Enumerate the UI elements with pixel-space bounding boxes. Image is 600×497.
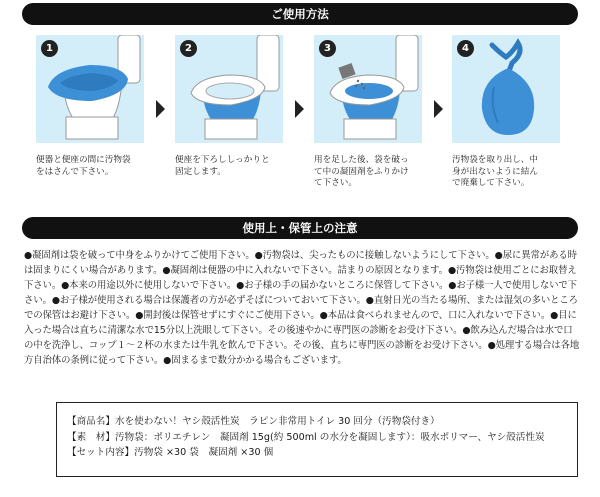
usage-heading: ご使用方法 [22,3,578,25]
spec-product-name: 【商品名】水を使わない！ヤシ殻活性炭 ラピン非常用トイレ 30 回分（汚物袋付き） [67,416,440,427]
step-3 [314,35,422,190]
step-number: 2 [180,40,197,57]
step-number: 3 [319,40,336,57]
spec-contents: 【セット内容】汚物袋 ×30 袋 凝固剤 ×30 個 [67,447,274,458]
spec-material: 【素 材】汚物袋：ポリエチレン 凝固剤 15g(約 500ml の水分を凝固します）：吸水ポリマー、ヤシ殻活性炭 [67,431,545,443]
spec-box [56,402,578,477]
arrow-right-icon [156,100,165,118]
step-caption: 便座を下ろししっかりと 固定します。 [175,155,270,177]
step-3-panel [314,35,422,143]
cautions-heading: 使用上・保管上の注意 [22,217,578,239]
step-number: 1 [41,40,58,57]
step-1-panel [36,35,144,143]
step-caption: 便器と便座の間に汚物袋 をはさんで下さい。 [36,155,131,177]
cautions-text: ●凝固剤は袋を破って中身をふりかけてご使用下さい。●汚物袋は、尖ったものに接触しないようにして下さい。●尿に異常がある時は固まりにくい場合があります。●凝固剤は便器の中に入れないで下さい。詰まりの原因となります。●汚物袋は使用ごとにお取替え下さい。●本来の用途以外に使用しないで下さい。●お子様の手の届かないところに保管して下さい。●お子様一人で使用しないで下さい。●お子様が使用される場合は保護者の方が必ずそばについておいて下さい。●直射日光の当たる場所、または湿気の多いところでの保管はお避け下さい。●開封後は保管せずにすぐにご使用下さい。●本品は食べられませんので、口に入れないで下さい。●目に入った場合は直ちに清潔な水で15分以上洗眼して下さい。その後速やかに専門医の診断をお受け下さい。●飲み込んだ場合は水で口の中を洗浄し、コップ１～２杯の水または牛乳を飲んで下さい。その後、直ちに専門医の診断をお受け下さい。●処理する場合は各地方自治体の条例に従って下さい。●固まるまで数分かかる場合もございます。 [24,250,580,366]
step-number: 4 [457,40,474,57]
step-4 [452,35,560,190]
arrow-right-icon [295,100,304,118]
step-caption: 汚物袋を取り出し、中 身が出ないように結ん で廃棄して下さい。 [452,155,538,188]
step-caption: 用を足した後、袋を破っ て中の凝固剤をふりかけ て下さい。 [314,155,409,188]
step-4-panel [452,35,560,143]
step-1 [36,35,144,178]
step-2-panel [175,35,283,143]
step-2 [175,35,283,178]
arrow-right-icon [434,100,443,118]
